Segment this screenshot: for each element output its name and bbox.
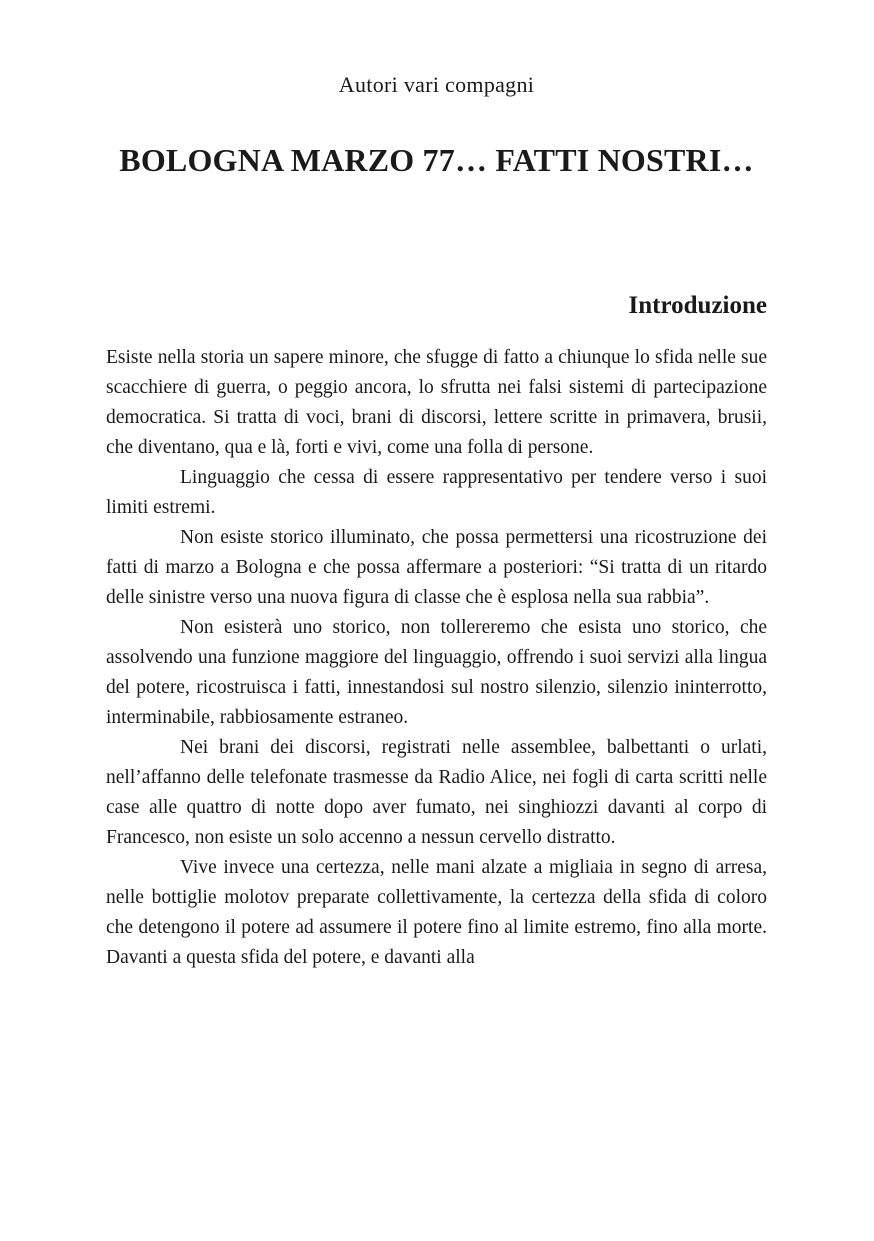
body-text [106,343,767,973]
paragraph-4: Non esisterà uno storico, non tollereremo che esista uno storico, che assolvendo una funzione maggiore del linguaggio, offrendo i suoi servizi alla lingua del potere, ricostruisca i fatti, innestandosi sul nostro silenzio, silenzio ininterrotto, interminabile, rabbiosamente estraneo. [106,617,767,728]
paragraph-6: Vive invece una certezza, nelle mani alzate a migliaia in segno di arresa, nelle bottiglie molotov preparate collettivamente, la certezza della sfida di coloro che detengono il potere ad assumere il potere fino al limite estremo, fino alla morte. Davanti a questa sfida del potere, e davanti alla [106,857,767,968]
paragraph-2: Linguaggio che cessa di essere rappresentativo per tendere verso i suoi limiti estremi. [106,467,767,518]
paragraph-3: Non esiste storico illuminato, che possa permettersi una ricostruzione dei fatti di marzo a Bologna e che possa affermare a posteriori: “Si tratta di un ritardo delle sinistre verso una nuova figura di classe che è esplosa nella sua rabbia”. [106,527,767,608]
paragraph-5: Nei brani dei discorsi, registrati nelle assemblee, balbettanti o urlati, nell’affanno delle telefonate trasmesse da Radio Alice, nei fogli di carta scritti nelle case alle quattro di notte dopo aver fumato, nei singhiozzi davanti al corpo di Francesco, non esiste un solo accenno a nessun cervello distratto. [106,737,767,848]
author-line: Autori vari compagni [338,72,535,97]
paragraph-1: Esiste nella storia un sapere minore, che sfugge di fatto a chiunque lo sfida nelle sue scacchiere di guerra, o peggio ancora, lo sfrutta nei falsi sistemi di partecipazione democratica. Si tratta di voci, brani di discorsi, lettere scritte in primavera, brusii, che diventano, qua e là, forti e vivi, come una folla di persone. [106,347,767,458]
section-heading-introduzione: Introduzione [628,292,767,319]
book-title: BOLOGNA MARZO 77… FATTI NOSTRI… [119,142,754,178]
